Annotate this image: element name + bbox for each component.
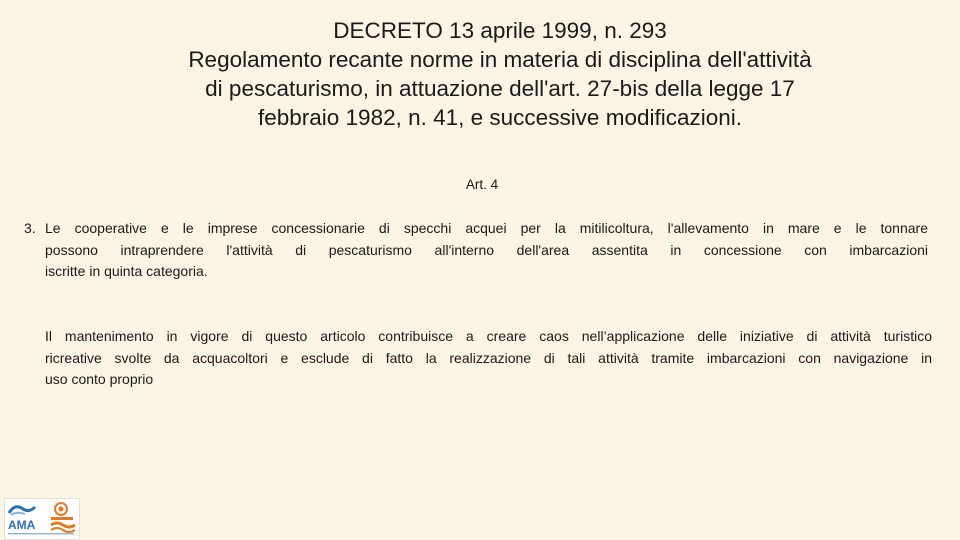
article-paragraph [24,218,928,283]
comment-paragraph [45,326,932,391]
decree-title [100,16,900,132]
comment-text-line: ricreative svolte da acquacoltori e esclude di fatto la realizzazione di tali attività tramite imbarcazioni con navigazione in [45,349,932,366]
decree-title-line: DECRETO 13 aprile 1999, n. 293 [333,18,667,43]
paragraph-number: 3. [24,220,36,236]
decree-title-line: di pescaturismo, in attuazione dell'art. 27-bis della legge 17 [205,76,795,101]
decree-title-line: Regolamento recante norme in materia di disciplina dell'attività [188,47,812,72]
svg-text:AMA: AMA [8,518,36,532]
decree-title-line: febbraio 1982, n. 41, e successive modificazioni. [257,105,743,130]
comment-text-line: uso conto proprio [45,371,154,387]
comment-text-line: Il mantenimento in vigore di questo articolo contribuisce a creare caos nell’applicazione delle iniziative di attività turistico [45,328,932,344]
article-text-line: iscritte in quinta categoria. [45,263,208,279]
article-heading: Art. 4 [465,177,499,192]
article-text-line: possono intraprendere l'attività di pescaturismo all'interno dell'area assentita in concessione con imbarcazioni [45,241,928,258]
article-text-line: Le cooperative e le imprese concessionarie di specchi acquei per la mitilicoltura, l'allevamento in mare e le tonnare [45,220,928,236]
ama-logo [4,498,80,540]
ama-logo-icon [5,499,79,539]
